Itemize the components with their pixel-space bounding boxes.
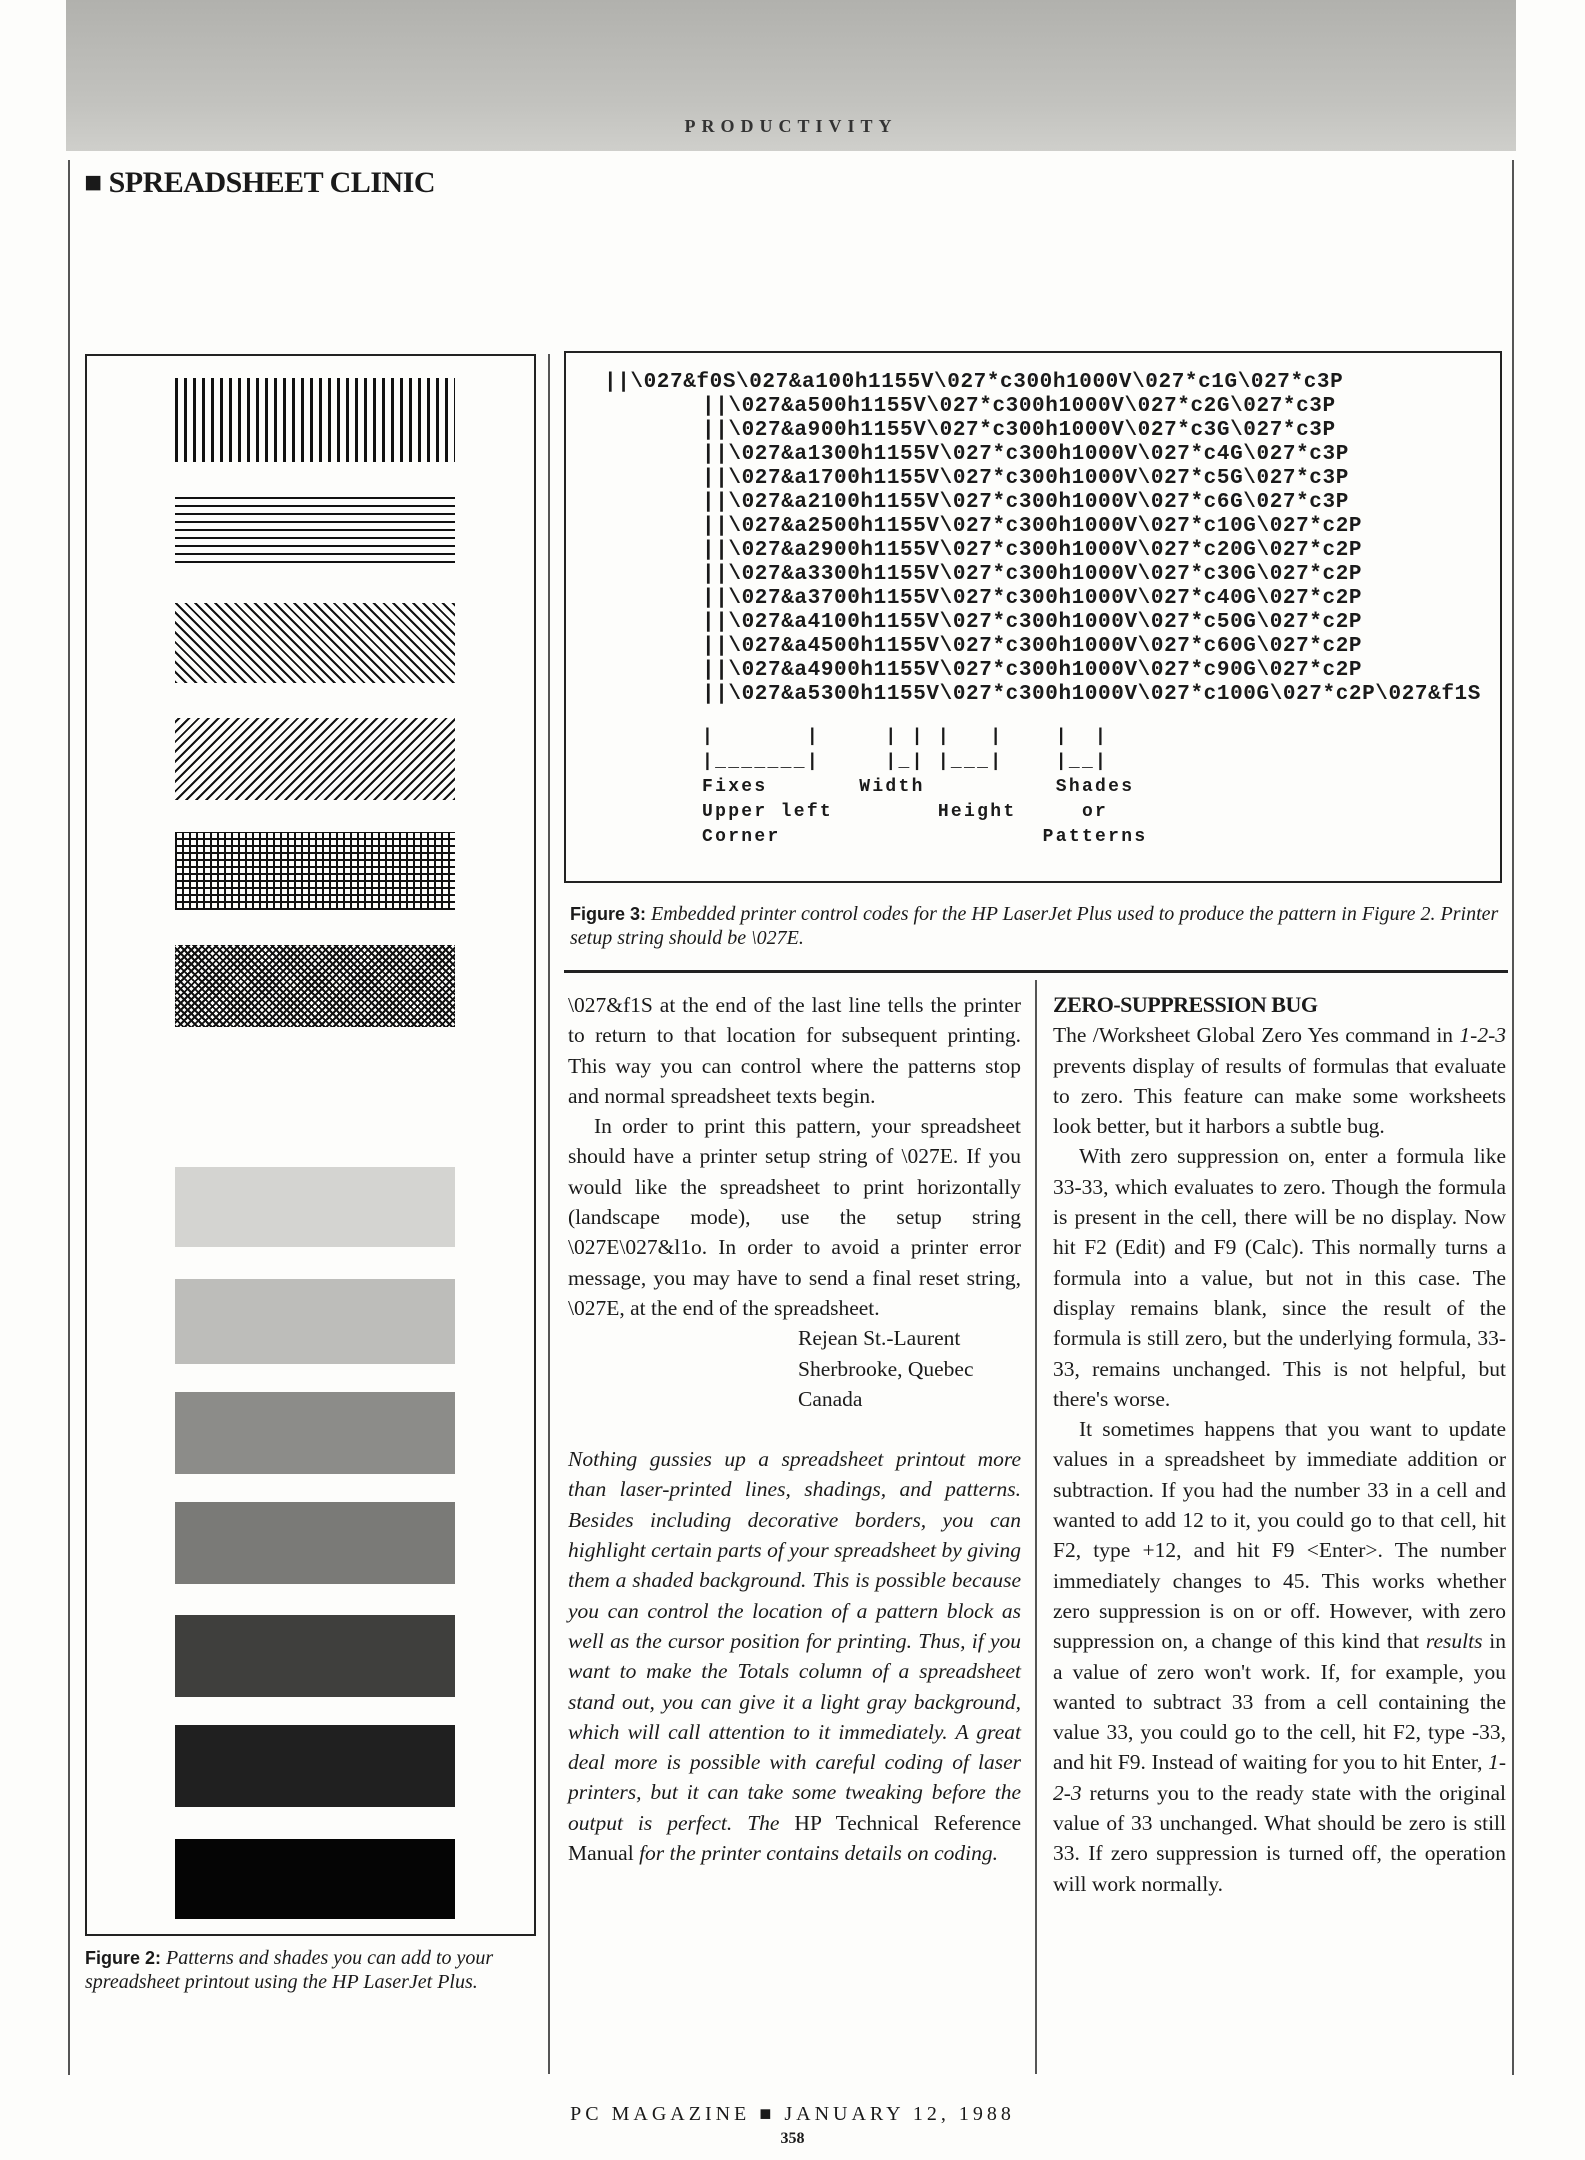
figure-3-caption (570, 902, 1510, 950)
text: returns you to the ready state with the original value of 33 unchanged. What should be zero is still 33. If zero suppression is turned off, the operation will work normally. (1053, 1780, 1506, 1896)
note-text: for the printer contains details on coding. (633, 1841, 998, 1866)
code-line: ||\027&a3700h1155V\027*c300h1000V\027*c40G\027*c2P (702, 587, 1363, 610)
shade-medium-gray (175, 1502, 455, 1584)
caption-label: Figure 3: (570, 904, 647, 924)
code-line: ||\027&a2100h1155V\027*c300h1000V\027*c6G\027*c3P (702, 491, 1349, 514)
text: prevents display of results of formulas that evaluate to zero. This feature can make some worksheets look better, but it harbors a subtle bug. (1053, 1053, 1506, 1139)
column-2 (568, 990, 1021, 1868)
section-kicker: PRODUCTIVITY (684, 116, 898, 136)
code-line: ||\027&a1300h1155V\027*c300h1000V\027*c4G\027*c3P (702, 443, 1349, 466)
paragraph (1053, 1414, 1506, 1899)
code-line: ||\027&f0S\027&a100h1155V\027*c300h1000V\027*c1G\027*c3P (604, 371, 1344, 394)
column-3 (1053, 990, 1506, 1899)
manual-title: HP Technical Reference Manual (568, 1810, 1021, 1866)
code-listing (604, 371, 1481, 707)
product-name: 1-2-3 (1459, 1023, 1506, 1048)
code-line: ||\027&a2500h1155V\027*c300h1000V\027*c10G\027*c2P (702, 515, 1363, 538)
shade-medium (175, 1392, 455, 1474)
figure-2-patterns (85, 354, 536, 1936)
shade-black (175, 1839, 455, 1919)
column-divider (1035, 980, 1037, 2074)
emphasis: results (1425, 1629, 1483, 1654)
column-divider (548, 354, 550, 2074)
code-line: ||\027&a5300h1155V\027*c300h1000V\027*c100G\027*c2P\027&f1S (702, 683, 1481, 706)
code-line: ||\027&a4500h1155V\027*c300h1000V\027*c60G\027*c2P (702, 635, 1363, 658)
caption-label: Figure 2: (85, 1948, 162, 1968)
paragraph: With zero suppression on, enter a formula like 33-33, which evaluates to zero. Though the formula is present in the cell, there will be no display. Now hit F2 (Edit) and F9 (Calc). This normally turns a formula into a value, but not in this case. The display remains blank, since the result of the formula is still zero, but the underlying formula, 33-33, remains unchanged. This is not helpful, but there's worse. (1053, 1144, 1506, 1411)
pattern-diagonal-forward (175, 718, 455, 800)
header-band (66, 0, 1516, 151)
text: It sometimes happens that you want to update values in a spreadsheet by immediate addition or subtraction. If you had the number 33 in a cell and wanted to add 12 to it, you could go to that cell, hit F2, type +12, and hit F9 <Enter>. The number immediately changes to 45. This works whether zero suppression is on or off. However, with zero suppression on, a change of this kind that (1053, 1417, 1506, 1654)
paragraph (1053, 1020, 1506, 1141)
caption-text: Patterns and shades you can add to your spreadsheet printout using the HP LaserJet Plus. (85, 1947, 494, 1993)
code-annotation: | | | | | | | | |_______| |_| |___| |__| Fixes Width Shades Upper left Height or Corner Patterns (702, 727, 1148, 847)
author-country: Canada (798, 1386, 863, 1411)
page-number: 358 (780, 2130, 805, 2147)
shade-dark (175, 1615, 455, 1697)
pattern-diagonal-back (175, 603, 455, 683)
code-line: ||\027&a900h1155V\027*c300h1000V\027*c3G\027*c3P (702, 419, 1336, 442)
code-line: ||\027&a500h1155V\027*c300h1000V\027*c2G\027*c3P (702, 395, 1336, 418)
figure-2-caption (85, 1946, 535, 1994)
editor-note (568, 1444, 1021, 1868)
paragraph: \027&f1S at the end of the last line tells the printer to return to that location for subsequent printing. This way you can control where the patterns stop and normal spreadsheet texts begin. (568, 993, 1021, 1108)
shade-darker (175, 1725, 455, 1807)
pattern-vertical-lines (175, 378, 455, 462)
article-heading: ZERO-SUPPRESSION BUG (1053, 992, 1318, 1017)
code-line: ||\027&a2900h1155V\027*c300h1000V\027*c20G\027*c2P (702, 539, 1363, 562)
note-text: Nothing gussies up a spreadsheet printout more than laser-printed lines, shadings, and patterns. Besides including decorative borders, you can highlight certain parts of your spreadsheet by giving them a shaded background. This is possible because you can control the location of a pattern block as well as the cursor position for printing. Thus, if you want to make the Totals column of a spreadsheet stand out, you can give it a light gray background, which will call attention to it immediately. A great deal more is possible with careful coding of laser printers, but it can take some tweaking before the output is perfect. The (568, 1447, 1021, 1835)
footer-text: PC MAGAZINE ■ JANUARY 12, 1988 (570, 2103, 1015, 2125)
code-line: ||\027&a4900h1155V\027*c300h1000V\027*c90G\027*c2P (702, 659, 1363, 682)
section-title: ■ SPREADSHEET CLINIC (84, 166, 435, 199)
horizontal-rule (564, 970, 1508, 973)
product-name: 1-2-3 (1053, 1750, 1506, 1805)
code-line: ||\027&a3300h1155V\027*c300h1000V\027*c30G\027*c2P (702, 563, 1363, 586)
caption-text: Embedded printer control codes for the HP LaserJet Plus used to produce the pattern in Figure 2. Printer setup string should be \027E. (570, 903, 1499, 949)
paragraph: In order to print this pattern, your spreadsheet should have a printer setup string of \027E. If you would like the spreadsheet to print horizontally (landscape mode), use the setup string \027E\027&l1o. In order to avoid a printer error message, you may have to send a final reset string, \027E, at the end of the spreadsheet. (568, 1114, 1021, 1320)
code-line: ||\027&a1700h1155V\027*c300h1000V\027*c5G\027*c3P (702, 467, 1349, 490)
text: The /Worksheet Global Zero Yes command in (1053, 1023, 1460, 1048)
pattern-grid (175, 832, 455, 910)
author-city: Sherbrooke, Quebec (798, 1356, 974, 1381)
text: in a value of zero won't work. If, for example, you wanted to subtract 33 from a cell containing the value 33, you could go to the cell, hit F2, type -33, and hit F9. Instead of waiting for you to hit Enter, (1053, 1629, 1506, 1775)
figure-3-code (564, 351, 1502, 883)
author-name: Rejean St.-Laurent (798, 1326, 961, 1351)
shade-light (175, 1167, 455, 1247)
signature (568, 1323, 1021, 1414)
pattern-horizontal-lines (175, 493, 455, 563)
pattern-crosshatch (175, 945, 455, 1027)
code-line: ||\027&a4100h1155V\027*c300h1000V\027*c50G\027*c2P (702, 611, 1363, 634)
shade-light-gray (175, 1279, 455, 1364)
left-border-line (68, 160, 70, 2075)
right-border-line (1512, 160, 1514, 2075)
